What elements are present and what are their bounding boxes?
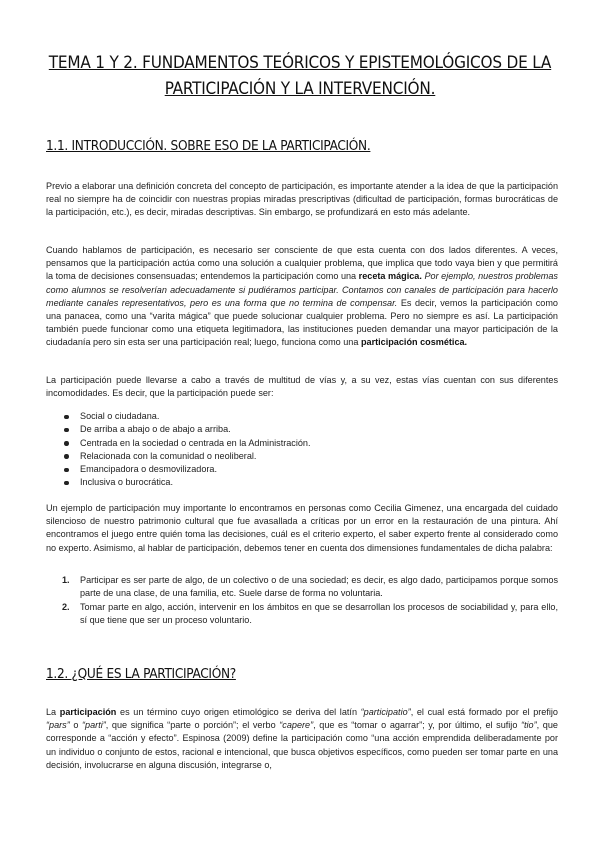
section-1-paragraph-4: Un ejemplo de participación muy importante lo encontramos en personas como Cecilia Gimenez, una encargada del cuidado silencioso de nuestro patrimonio cultural que fue avasallada a críticas por un error en la restauración de una pintura. Ahí encontramos el juego entre quién toma las decisiones, cuál es el criterio experto, el saber experto frente al considerado como no experto. Asimismo, al hablar de participación, debemos tener en cuenta dos dimensiones fundamentales de dicha palabra: <box>46 503 558 553</box>
italic-term: “parti” <box>82 720 106 731</box>
text-run: , que corresponde a “acción y efecto”. Espinosa (2009) define la participación como “una acción emprendida deliberadamente por un individuo o conjunto de estos, racional e intencional, que busca objetivos específicos, como pueden ser tomar parte en una decisión, involucrarse en alguna discusión, integrarse o, <box>46 720 558 770</box>
item-text: Participar es ser parte de algo, de un colectivo o de una sociedad; es decir, es algo dado, participamos porque somos parte de una clase, de una familia, etc. Suele darse de forma no voluntaria. <box>80 575 558 599</box>
list-item <box>62 437 311 450</box>
list-item-text: Relacionada con la comunidad o neoliberal. <box>80 450 257 461</box>
numbered-item <box>62 601 558 628</box>
text-run: , el cual está formado por el prefijo <box>410 707 558 717</box>
section-1-heading: 1.1. INTRODUCCIÓN. SOBRE ESO DE LA PARTICIPACIÓN. <box>46 138 371 154</box>
document-title <box>40 50 560 102</box>
p2-italic-example: Por ejemplo, nuestros problemas como alumnos se resolverían adecuadamente si pudiéramos participar. Contamos con canales de participación para hacerlo mediante canales representativos, pero es una forma que no termina de compensar. <box>46 271 558 308</box>
list-item-text: Emancipadora o desmovilizadora. <box>80 464 217 475</box>
list-item <box>62 463 311 476</box>
dimensions-list <box>62 574 558 627</box>
italic-term: “tio” <box>520 720 537 731</box>
item-text: Tomar parte en algo, acción, intervenir en los ámbitos en que se desarrollan los procesos de sociabilidad y, para ello, sí que tiene que ser un proceso voluntario. <box>80 601 558 625</box>
bullet-icon <box>64 415 69 420</box>
bullet-icon <box>64 441 69 446</box>
p2-text-a: Cuando hablamos de participación, es necesario ser consciente de que esta cuenta con dos lados diferentes. A veces, pensamos que la participación actúa como una solución a cualquier problema, que implica que todo vaya bien y que permitirá la toma de decisiones consensuadas; entendemos la participación como una <box>46 245 558 282</box>
text-run: , que es “tomar o agarrar”; y, por último, el sufijo <box>313 720 521 731</box>
p2-bold-receta: receta mágica. <box>358 271 422 282</box>
text-run: o <box>69 720 83 731</box>
bold-term-participacion: participación <box>59 707 117 717</box>
text-run: es un término cuyo origen etimológico se deriva del latín <box>116 707 361 717</box>
italic-term: “participatio” <box>360 707 411 717</box>
section-1-paragraph-3: La participación puede llevarse a cabo a través de multitud de vías y, a su vez, estas vías cuentan con sus diferentes incomodidades. Es decir, que la participación puede ser: <box>46 375 558 399</box>
participation-types-list <box>62 410 311 490</box>
text-run: La <box>46 707 60 717</box>
italic-term: “pars” <box>46 720 70 731</box>
list-item <box>62 450 311 463</box>
title-line-2: PARTICIPACIÓN Y LA INTERVENCIÓN. <box>164 79 436 99</box>
bullet-icon <box>64 481 69 486</box>
item-number: 2. <box>62 601 70 612</box>
numbered-item <box>62 574 558 601</box>
italic-term: “capere” <box>279 720 314 731</box>
list-item <box>62 423 311 436</box>
section-1-paragraph-2 <box>46 244 558 350</box>
p2-bold-cosmetica: participación cosmética. <box>360 337 468 348</box>
list-item <box>62 410 311 423</box>
list-item <box>62 476 311 489</box>
bullet-icon <box>64 468 69 473</box>
title-line-1: TEMA 1 Y 2. FUNDAMENTOS TEÓRICOS Y EPISTEMOLÓGICOS DE LA <box>48 53 552 73</box>
list-item-text: Centrada en la sociedad o centrada en la Administración. <box>80 437 311 448</box>
section-2-paragraph-1 <box>46 706 558 772</box>
list-item-text: Inclusiva o burocrática. <box>80 477 174 488</box>
text-run: , que significa “parte o porción”; el verbo <box>105 720 280 731</box>
p2-text-d: Es decir, vemos la participación como una panacea, como una “varita mágica” que puede solucionar cualquier problema. Pero no siempre es así. La participación también puede funcionar como una etiqueta legitimadora, las instituciones pueden demandar una mayor participación de la ciudadanía pero sin esta ser una participación real; luego, funciona como una <box>46 297 558 348</box>
bullet-icon <box>64 428 69 433</box>
list-item-text: Social o ciudadana. <box>80 411 160 421</box>
item-number: 1. <box>62 575 70 585</box>
bullet-icon <box>64 454 69 459</box>
section-2-heading: 1.2. ¿QUÉ ES LA PARTICIPACIÓN? <box>46 666 236 682</box>
section-1-paragraph-1: Previo a elaborar una definición concreta del concepto de participación, es importante atender a la idea de que la participación real no siempre ha de coincidir con nuestras propias miradas prescriptivas (dificultad de participación, formas burocráticas de la participación, etc.), es decir, miradas descriptivas. Sin embargo, se profundizará en esto más adelante. <box>46 181 558 218</box>
list-item-text: De arriba a abajo o de abajo a arriba. <box>80 424 231 435</box>
